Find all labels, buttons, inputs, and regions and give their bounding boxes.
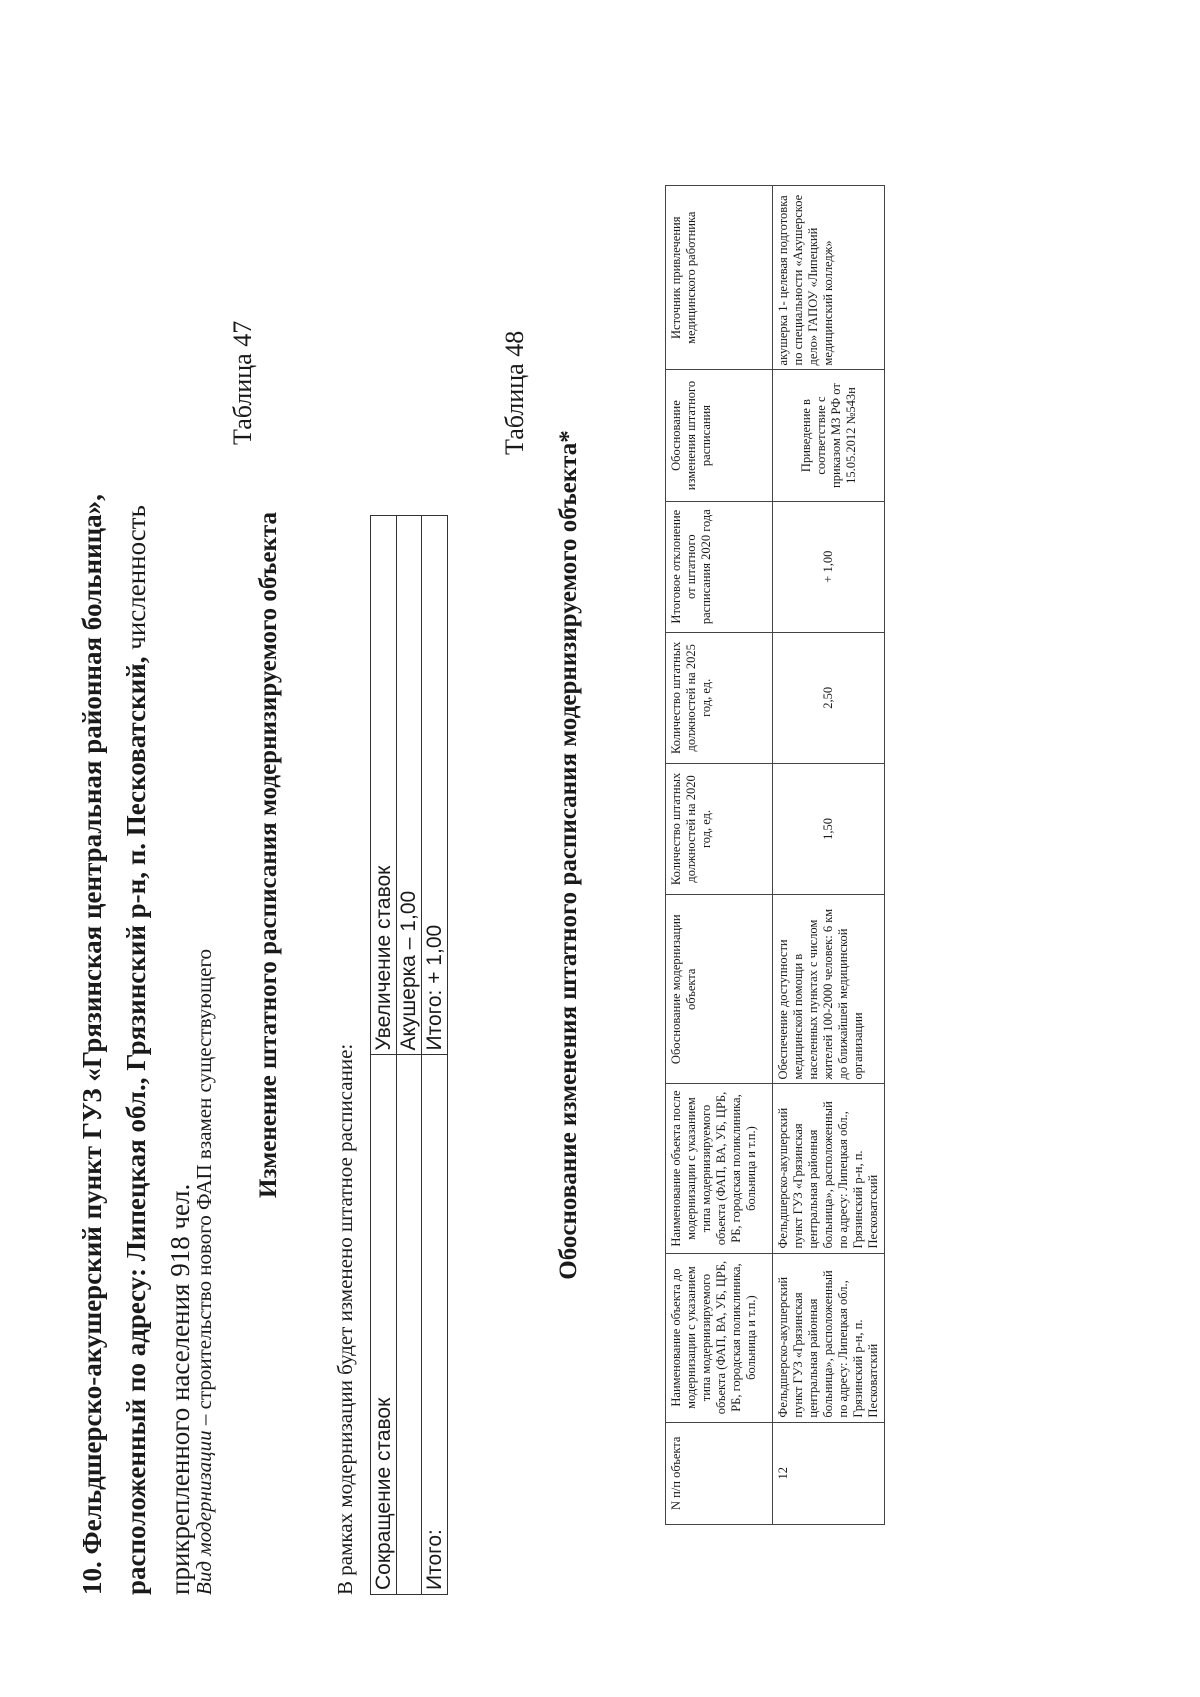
heading-plain: численность прикрепленного населения 918 чел. (121, 505, 195, 1595)
header-cell: N п/п объекта (666, 1422, 773, 1524)
header-cell: Обоснование модернизации объекта (666, 894, 773, 1084)
justification-table (665, 185, 885, 1525)
table-cell (397, 1055, 422, 1595)
modernization-label: Вид модернизации (192, 1430, 216, 1595)
table-cell: Сокращение ставок (371, 1055, 397, 1595)
staff-2020: 1,50 (773, 763, 885, 894)
table-row (773, 186, 885, 1525)
object-after: Фельдшерско-акушерский пункт ГУЗ «Грязинская центральная районная больница», расположенный по адресу: Липецкая обл., Грязинский р-н, п. Песковатский (773, 1084, 885, 1253)
table-cell: Итого: + 1,00 (422, 516, 448, 1056)
table47-intro: В рамках модернизации будет изменено штатное расписание: (333, 1043, 357, 1595)
table-row (397, 516, 422, 1595)
header-cell: Наименование объекта после модернизации с указанием типа модернизируемого объекта (ФАП, ВА, УБ, ЦРБ, РБ, городская поликлиника, больница и т.п.) (666, 1084, 773, 1253)
header-cell: Количество штатных должностей на 2025 год, ед. (666, 632, 773, 763)
table47-title: Изменение штатного расписания модернизируемого объекта (255, 512, 282, 1198)
deviation: + 1,00 (773, 501, 885, 632)
table47-label: Таблица 47 (228, 320, 257, 445)
modernization-value: – строительство нового ФАП взамен существующего (192, 948, 216, 1431)
object-before: Фельдшерско-акушерский пункт ГУЗ «Грязинская центральная районная больница», расположенный по адресу: Липецкая обл., Грязинский р-н, п. Песковатский (773, 1253, 885, 1422)
table-row (371, 516, 397, 1595)
table-cell: Акушерка – 1,00 (397, 516, 422, 1056)
staff-change-table (370, 515, 448, 1595)
row-number: 12 (773, 1422, 885, 1524)
modernization-type (192, 949, 217, 1595)
heading-bold: 10. Фельдшерско-акушерский пункт ГУЗ «Грязинская центральная районная больница», расположенный по адресу: Липецкая обл., Грязинский р-н, п. Песковатский, (77, 494, 151, 1595)
table48-label: Таблица 48 (500, 330, 529, 455)
table-header-row (666, 186, 773, 1525)
table-row (422, 516, 448, 1595)
table-cell: Увеличение ставок (371, 516, 397, 1056)
header-cell: Источник привлечения медицинского работника (666, 186, 773, 370)
header-cell: Наименование объекта до модернизации с указанием типа модернизируемого объекта (ФАП, ВА, УБ, ЦРБ, РБ, городская поликлиника, больница и т.п.) (666, 1253, 773, 1422)
document-page (40, 55, 1160, 1655)
modernization-reason: Обеспечение доступности медицинской помощи в населенных пунктах с числом жителей 100-2000 человек: 6 км до ближайшей медицинской организации (773, 894, 885, 1084)
staff-2025: 2,50 (773, 632, 885, 763)
header-cell: Итоговое отклонение от штатного расписания 2020 года (666, 501, 773, 632)
table-cell: Итого: (422, 1055, 448, 1595)
staff-source: акушерка 1- целевая подготовка по специальности «Акушерское дело» ГАПОУ «Липецкий медицинский колледж» (773, 186, 885, 370)
section-heading (70, 335, 202, 1595)
table48-title: Обоснование изменения штатного расписания модернизируемого объекта* (555, 430, 582, 1280)
header-cell: Обоснование изменения штатного расписания (666, 370, 773, 501)
change-reason: Приведение в соответствие с приказом МЗ РФ от 15.05.2012 №543н (773, 370, 885, 501)
header-cell: Количество штатных должностей на 2020 год, ед. (666, 763, 773, 894)
